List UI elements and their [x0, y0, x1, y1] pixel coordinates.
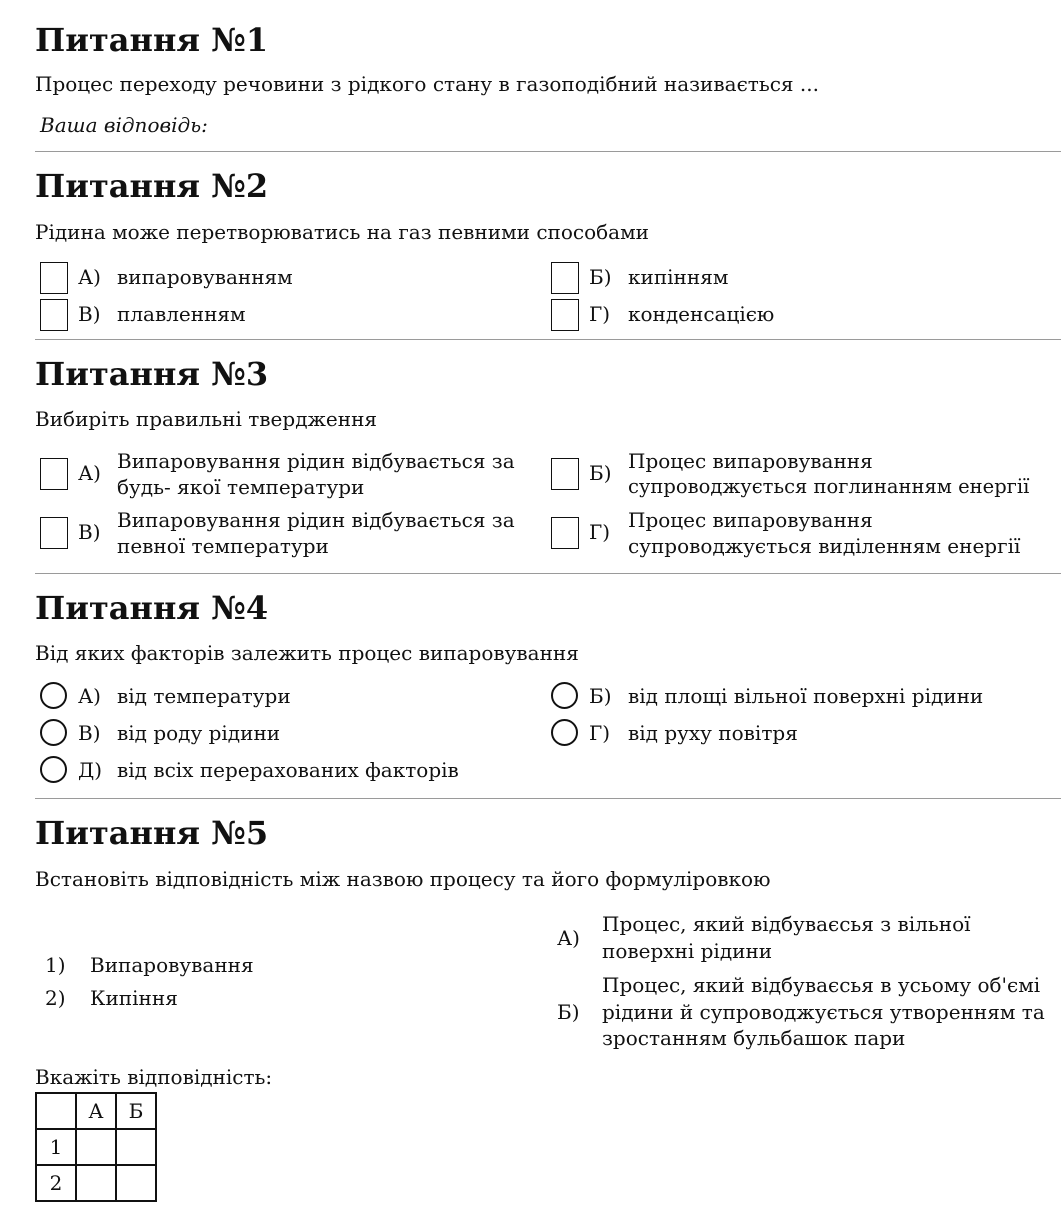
- q3-option-d[interactable]: Г) Процес випаровування супроводжується виділенням енергії: [546, 507, 1061, 559]
- checkbox[interactable]: [551, 262, 579, 294]
- q4-option-b[interactable]: Б) від площі вільної поверхні рідини: [546, 682, 1061, 722]
- right-item-text: Процес, який відбуваєсья в усьому об'ємі: [602, 973, 1041, 997]
- table-col-header: Б: [116, 1093, 156, 1129]
- radio-button[interactable]: [40, 682, 67, 709]
- radio-button[interactable]: [40, 756, 67, 783]
- checkbox[interactable]: [40, 262, 68, 294]
- question-1-text: Процес переходу речовини з рідкого стану в газоподібний називається ...: [35, 72, 819, 96]
- question-3-title: Питання №3: [35, 355, 269, 393]
- q3-option-b[interactable]: Б) Процес випаровування супроводжується поглинанням енергії: [546, 448, 1061, 500]
- table-answer-cell[interactable]: [76, 1129, 116, 1165]
- q3-option-a[interactable]: А) Випаровування рідин відбувається за будь- якої температури: [35, 448, 535, 500]
- left-item-text: Кипіння: [90, 986, 178, 1010]
- question-4-text: Від яких факторів залежить процес випаровування: [35, 641, 579, 665]
- table-answer-cell[interactable]: [76, 1165, 116, 1201]
- q2-option-c[interactable]: В) плавленням: [35, 295, 535, 335]
- q2-option-a[interactable]: А) випаровуванням: [35, 258, 535, 298]
- divider: [35, 798, 1061, 799]
- table-answer-cell[interactable]: [116, 1165, 156, 1201]
- divider: [35, 339, 1061, 340]
- checkbox[interactable]: [40, 458, 68, 490]
- radio-button[interactable]: [551, 719, 578, 746]
- right-item-letter: А): [557, 926, 580, 950]
- checkbox[interactable]: [551, 517, 579, 549]
- match-table: [35, 1092, 157, 1202]
- right-item-text: Процес, який відбуваєсья з вільної: [602, 912, 971, 936]
- question-4-title: Питання №4: [35, 589, 269, 627]
- table-corner-cell: [36, 1093, 76, 1129]
- table-answer-cell[interactable]: [116, 1129, 156, 1165]
- divider: [35, 151, 1061, 152]
- right-item-text: зростанням бульбашок пари: [602, 1026, 906, 1050]
- right-item-text: рідини й супроводжується утворенням та: [602, 1000, 1045, 1024]
- answer-label: Ваша відповідь:: [40, 113, 208, 137]
- question-3-text: Вибиріть правильні твердження: [35, 407, 378, 431]
- checkbox[interactable]: [551, 299, 579, 331]
- left-item-num: 1): [45, 953, 66, 977]
- divider: [35, 573, 1061, 574]
- q3-option-c[interactable]: В) Випаровування рідин відбувається за певної температури: [35, 507, 535, 559]
- question-5-title: Питання №5: [35, 814, 269, 852]
- radio-button[interactable]: [40, 719, 67, 746]
- checkbox[interactable]: [40, 517, 68, 549]
- q2-option-d[interactable]: Г) конденсацією: [546, 295, 1046, 335]
- q4-option-c[interactable]: В) від роду рідини: [35, 719, 535, 759]
- q2-option-b[interactable]: Б) кипінням: [546, 258, 1046, 298]
- left-item-text: Випаровування: [90, 953, 254, 977]
- question-1-title: Питання №1: [35, 21, 269, 59]
- table-row-header: 1: [36, 1129, 76, 1165]
- q4-option-e[interactable]: Д) від всіх перерахованих факторів: [35, 756, 535, 796]
- checkbox[interactable]: [551, 458, 579, 490]
- checkbox[interactable]: [40, 299, 68, 331]
- radio-button[interactable]: [551, 682, 578, 709]
- question-2-title: Питання №2: [35, 167, 269, 205]
- table-row-header: 2: [36, 1165, 76, 1201]
- table-col-header: А: [76, 1093, 116, 1129]
- left-item-num: 2): [45, 986, 66, 1010]
- right-item-letter: Б): [557, 1000, 580, 1024]
- right-item-text: поверхні рідини: [602, 939, 773, 963]
- question-2-text: Рідина може перетворюватись на газ певними способами: [35, 220, 649, 244]
- match-label: Вкажіть відповідність:: [35, 1065, 273, 1089]
- q4-option-d[interactable]: Г) від руху повітря: [546, 719, 1061, 759]
- question-5-text: Встановіть відповідність між назвою процесу та його формуліровкою: [35, 867, 771, 891]
- q4-option-a[interactable]: А) від температури: [35, 682, 535, 722]
